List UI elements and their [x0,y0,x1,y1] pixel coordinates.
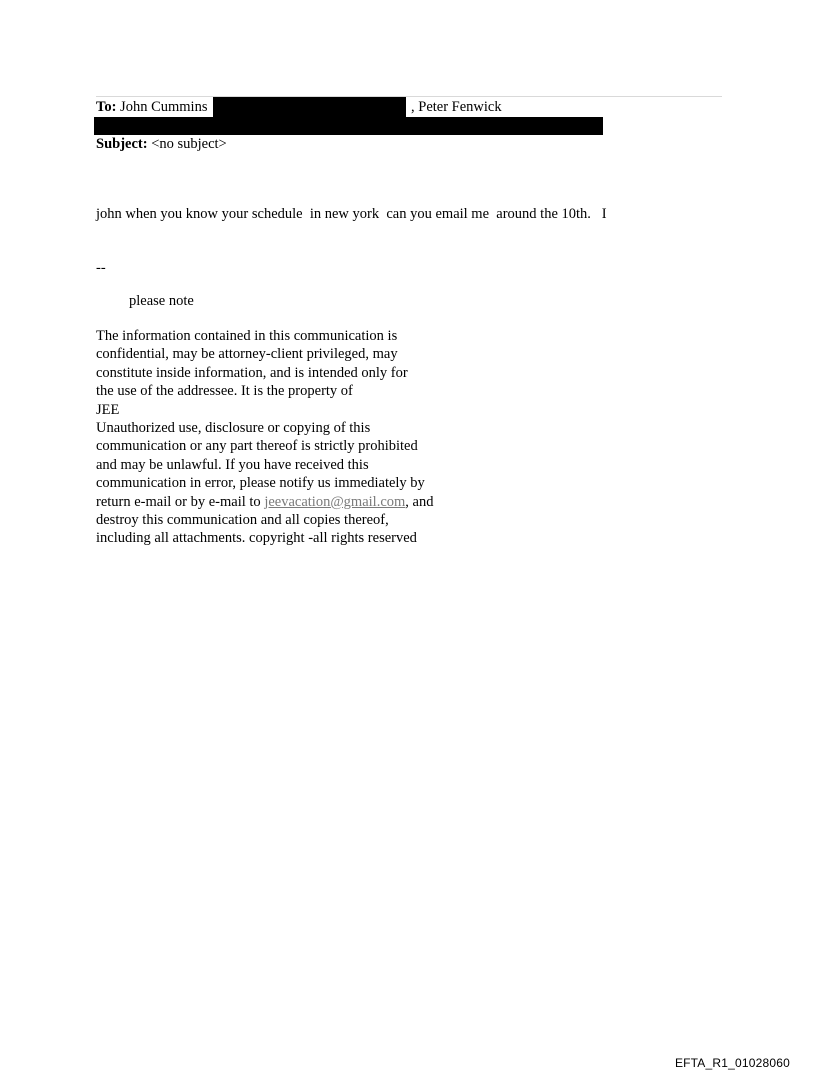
subject-line [96,136,227,153]
return-line-prefix: return e-mail or by e-mail to [96,493,265,510]
to-recipient: John Cummins [120,99,208,115]
disclaimer-line-return [96,493,496,511]
please-note: please note [129,293,194,309]
header-divider [96,96,722,97]
redaction-bar [94,117,603,135]
subject-label: Subject: [96,136,148,152]
disclaimer-line: Unauthorized use, disclosure or copying of this [96,420,371,437]
signature-separator: -- [96,260,106,276]
disclaimer-line: communication or any part thereof is strictly prohibited [96,438,418,455]
disclaimer-line: communication in error, please notify us immediately by [96,475,425,492]
redaction-bar [213,97,406,118]
confidentiality-disclaimer [96,327,496,548]
subject-value: <no subject> [151,136,227,152]
bates-number: EFTA_R1_01028060 [674,1056,790,1070]
disclaimer-line: destroy this communication and all copies thereof, [96,512,389,529]
disclaimer-line: and may be unlawful. If you have received this [96,456,369,473]
return-line-suffix: , and [405,493,434,510]
to-recipient-other-name: Peter Fenwick [418,99,502,115]
message-body: john when you know your schedule in new york can you email me around the 10th. I [96,206,607,222]
to-label: To: [96,99,117,115]
disclaimer-line: confidential, may be attorney-client privileged, may [96,346,398,363]
disclaimer-line: constitute inside information, and is intended only for [96,364,408,381]
disclaimer-line: the use of the addressee. It is the property of [96,383,353,400]
to-recipient-other: , Peter Fenwick [411,99,502,115]
disclaimer-line: JEE [96,401,120,418]
email-link[interactable]: jeevacation@gmail.com [264,493,406,510]
disclaimer-line: The information contained in this communication is [96,328,398,344]
to-line [96,99,207,116]
disclaimer-line: including all attachments. copyright -all rights reserved [96,530,417,547]
